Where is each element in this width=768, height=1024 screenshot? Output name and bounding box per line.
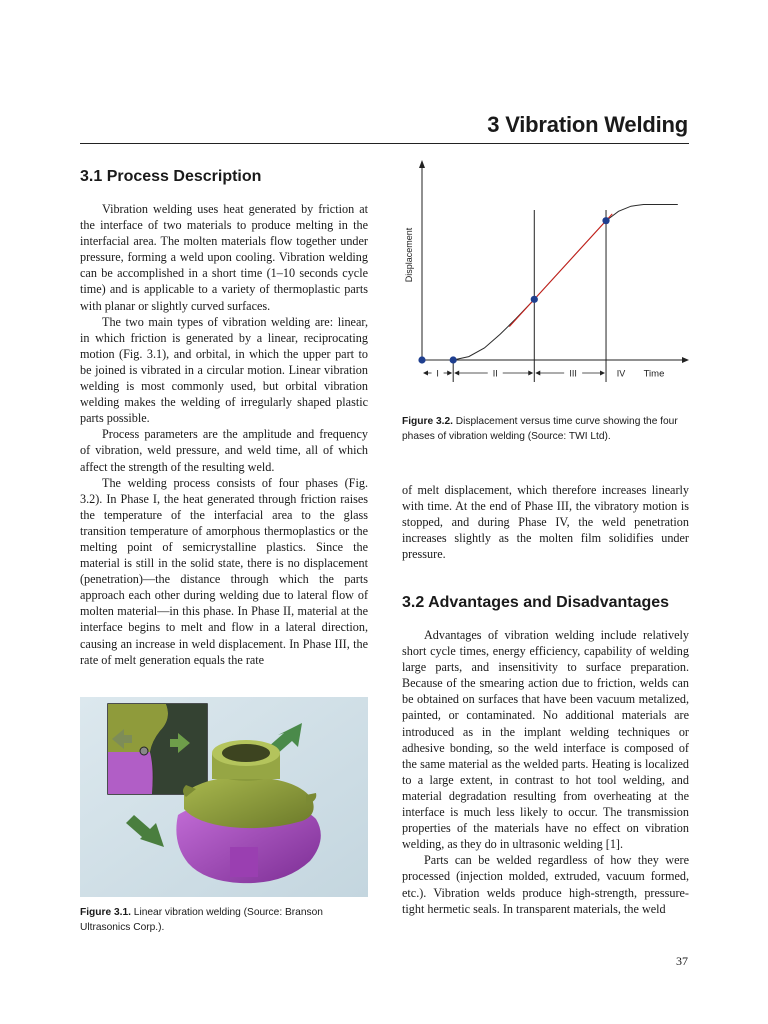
caption-label: Figure 3.2. [402, 416, 453, 427]
tangent-line [509, 214, 612, 327]
y-axis-arrowhead [419, 160, 425, 168]
paragraph: Advantages of vibration welding include relatively short cycle times, energy efficiency, capability of welding large parts, and insensitivity to surface preparation. Because of the smearing action due to friction, welds can be obtained on surfaces that have been vacuum metalized, painted, or contaminated. No additional materials are introduced as in the implant welding techniques or adhesive bonding, so the weld interface is composed of the same material as the welded parts. Heating is localized to a large extent, in contrast to hot tool welding, and material degradation resulting from overheating at the interface is much less likely to occur. The transmission properties of the materials have no effect on vibration welding, as they do in ultrasonic welding [1]. [402, 628, 689, 852]
phase-arrowhead-right [447, 371, 452, 376]
caption-label: Figure 3.1. [80, 907, 131, 918]
caption-text: Displacement versus time curve showing the four phases of vibration welding (Source: TWI Ltd). [402, 416, 678, 442]
paragraph: Process parameters are the amplitude and frequency of vibration, weld pressure, and weld time, all of which affect the strength of the resulting weld. [80, 427, 368, 474]
figure-3-2-caption [402, 414, 689, 444]
figure-3-2-chart [400, 160, 690, 400]
chapter-title: 3 Vibration Welding [487, 112, 688, 137]
paragraph: of melt displacement, which therefore increases linearly with time. At the end of Phase III, the vibratory motion is stopped, and during Phase IV, the weld penetration increases slightly as the molten film solidifies under pressure. [402, 483, 689, 562]
paragraph: The welding process consists of four phases (Fig. 3.2). In Phase I, the heat generated through friction raises the temperature of the interfacial area to the glass transition temperature of amorphous thermoplastics or the melting point of semicrystalline plastics. Since the material is still in the solid state, there is no displacement (penetration)—the distance through which the parts approach each other during welding due to lateral flow of molten material—in this phase. In Phase II, material at the interface begins to melt and flow in a lateral direction, causing an increase in weld displacement. In Phase III, the rate of melt generation equals the rate [80, 475, 368, 667]
figure-3-1-caption [80, 905, 368, 935]
data-point [531, 296, 538, 303]
header-rule [80, 143, 689, 144]
page-number: 37 [676, 954, 688, 968]
section-title-3-1: 3.1 Process Description [80, 168, 262, 185]
paragraph: Vibration welding uses heat generated by friction at the interface of two materials to produce melting in the interfacial area. The molten materials flow together under pressure, forming a weld upon cooling. Vibration welding can be accomplished in a short time (1–10 seconds cycle time) and is applicable to a variety of thermoplastic parts with planar or slightly curved surfaces. [80, 202, 368, 313]
section-title-3-2: 3.2 Advantages and Disadvantages [402, 594, 670, 611]
phase-label: IV [616, 368, 626, 379]
phase-label: III [569, 368, 577, 379]
phase-arrowhead-left [454, 371, 459, 376]
paragraph: The two main types of vibration welding are: linear, in which friction is generated by a linear, reciprocating motion (Fig. 3.1), and orbital, in which the upper part to be joined is vibrated in a circular motion. Linear vibration welding is most commonly used, but orbital vibration welding makes the welding of irregularly shaped plastic parts possible. [80, 314, 368, 426]
x-axis-arrowhead [682, 357, 689, 363]
paragraph: Parts can be welded regardless of how they were processed (injection molded, extruded, vacuum formed, etc.). Vibration welds produce high-strength, pressure-tight hermetic seals. In transparent materials, the weld [402, 853, 689, 916]
data-point [450, 356, 457, 363]
right-column-continuation [402, 482, 689, 562]
phase-arrowhead-left [535, 371, 540, 376]
phase-label: I [436, 368, 439, 379]
data-point [418, 356, 425, 363]
caption-text: Linear vibration welding (Source: Branson Ultrasonics Corp.). [80, 907, 323, 933]
phase-label: II [492, 368, 498, 379]
data-point [602, 217, 609, 224]
weld-detail-inset [108, 704, 207, 794]
y-axis-label: Displacement [404, 227, 414, 283]
left-column-text [80, 201, 368, 668]
x-axis-label: Time [643, 368, 665, 380]
phase-arrowhead-left [423, 371, 428, 376]
phase-arrowhead-right [528, 371, 533, 376]
figure-3-1-image [80, 697, 368, 897]
right-column-text [402, 627, 689, 917]
phase-arrowhead-right [600, 371, 605, 376]
